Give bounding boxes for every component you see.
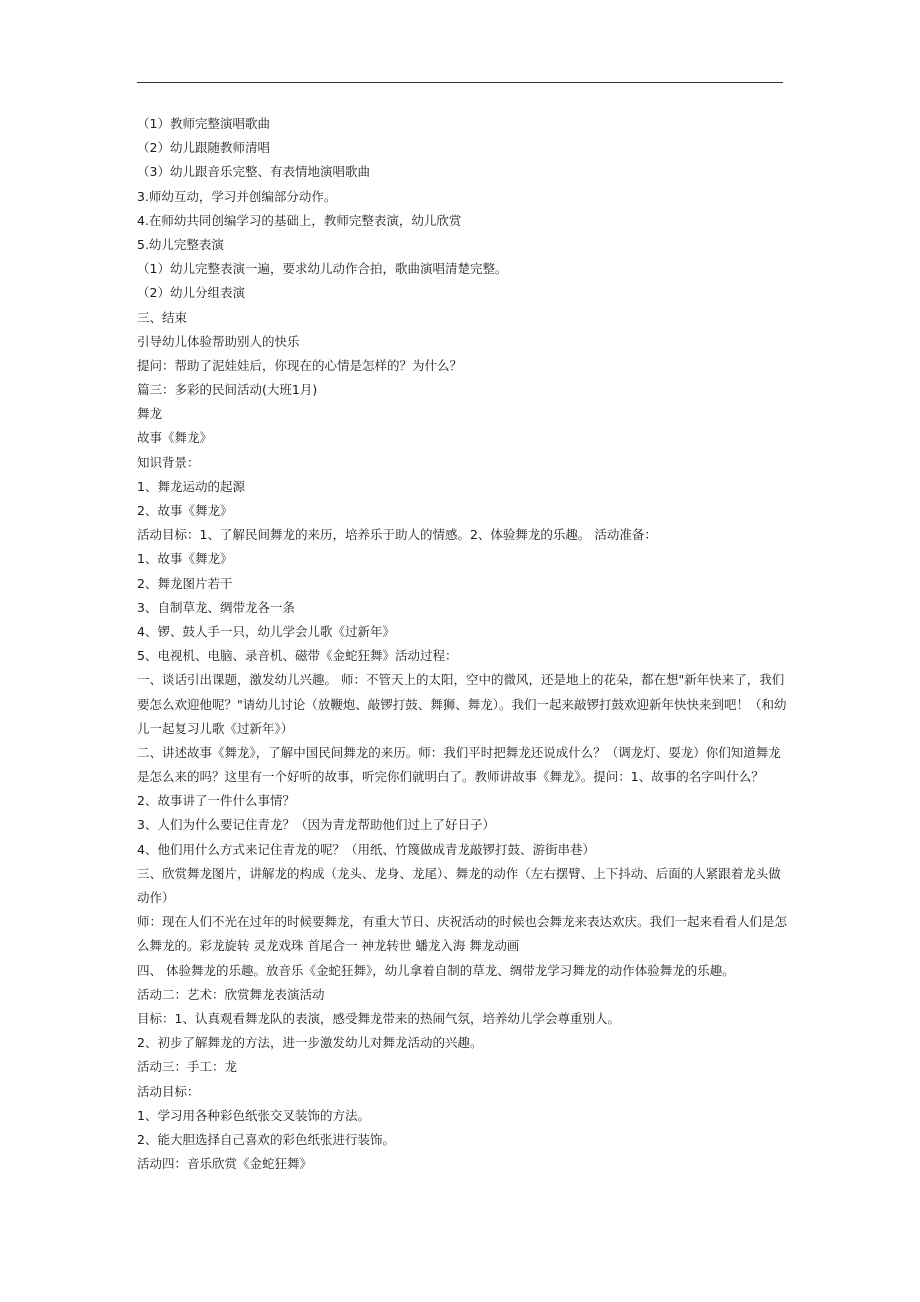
- text-line: 提问：帮助了泥娃娃后，你现在的心情是怎样的？为什么？: [137, 357, 463, 373]
- text-line: 目标：1、认真观看舞龙队的表演，感受舞龙带来的热闹气氛，培养幼儿学会尊重别人。: [137, 1010, 620, 1026]
- text-line: 4、他们用什么方式来记住青龙的呢？（用纸、竹篾做成青龙敲锣打鼓、游街串巷）: [137, 841, 595, 857]
- header-rule: [137, 82, 783, 83]
- text-line: 3、人们为什么要记住青龙？（因为青龙帮助他们过上了好日子）: [137, 817, 495, 833]
- text-line: 故事《舞龙》: [137, 430, 213, 446]
- text-line: 一、谈话引出课题，激发幼儿兴趣。 师：不管天上的太阳，空中的微风，还是地上的花朵，都在想"新年快来了，我们: [137, 672, 785, 688]
- text-line: 么舞龙的。彩龙旋转 灵龙戏珠 首尾合一 神龙转世 蟠龙入海 舞龙动画: [137, 938, 520, 954]
- text-line: （3）幼儿跟音乐完整、有表情地演唱歌曲: [137, 164, 370, 180]
- text-line: 知识背景：: [137, 454, 200, 470]
- text-line: 是怎么来的吗？这里有一个好听的故事，听完你们就明白了。教师讲故事《舞龙》。提问：1、故事的名字叫什么？: [137, 769, 764, 785]
- text-line: 要怎么欢迎他呢？"请幼儿讨论（放鞭炮、敲锣打鼓、舞狮、舞龙）。我们一起来敲锣打鼓欢迎新年快快来到吧！（和幼: [137, 696, 787, 712]
- text-line: （1）幼儿完整表演一遍，要求幼儿动作合拍，歌曲演唱清楚完整。: [137, 261, 508, 277]
- text-line: 3.师幼互动，学习并创编部分动作。: [137, 188, 337, 204]
- text-line: （1）教师完整演唱歌曲: [137, 116, 270, 131]
- text-line: 动作）: [137, 890, 175, 905]
- text-line: 1、学习用各种彩色纸张交叉装饰的方法。: [137, 1107, 370, 1123]
- text-line: 三、结束: [137, 309, 188, 325]
- text-line: 2、初步了解舞龙的方法，进一步激发幼儿对舞龙活动的兴趣。: [137, 1035, 483, 1051]
- text-line: 2、能大胆选择自己喜欢的彩色纸张进行装饰。: [137, 1131, 395, 1147]
- document-body: [137, 112, 787, 1176]
- text-line: 活动二：艺术：欣赏舞龙表演活动: [137, 986, 325, 1002]
- text-line: 儿一起复习儿歌《过新年》）: [137, 720, 294, 736]
- text-line: 师：现在人们不光在过年的时候要舞龙，有重大节日、庆祝活动的时候也会舞龙来表达欢庆。我们一起来看看人们是怎: [137, 914, 787, 930]
- text-line: 活动四：音乐欣赏《金蛇狂舞》: [137, 1156, 313, 1172]
- text-line: 1、故事《舞龙》: [137, 551, 233, 567]
- text-line: 2、故事《舞龙》: [137, 503, 233, 518]
- text-line: 三、欣赏舞龙图片，讲解龙的构成（龙头、龙身、龙尾）、舞龙的动作（左右摆臂、上下抖动、后面的人紧跟着龙头做: [137, 865, 781, 881]
- text-line: 4、锣、鼓人手一只，幼儿学会儿歌《过新年》: [137, 623, 395, 639]
- text-line: 2、故事讲了一件什么事情？: [137, 793, 295, 809]
- text-line: （2）幼儿跟随教师清唱: [137, 140, 270, 156]
- text-line: 篇三：多彩的民间活动(大班1月): [137, 382, 318, 398]
- text-line: 5、电视机、电脑、录音机、磁带《金蛇狂舞》活动过程：: [137, 648, 458, 664]
- text-line: 2、舞龙图片若干: [137, 575, 233, 591]
- text-line: 四、 体验舞龙的乐趣。放音乐《金蛇狂舞》，幼儿拿着自制的草龙、绸带龙学习舞龙的动作体验舞龙的乐趣。: [137, 962, 735, 978]
- text-line: 5.幼儿完整表演: [137, 236, 224, 252]
- text-line: 1、舞龙运动的起源: [137, 478, 245, 494]
- text-line: 引导幼儿体验帮助别人的快乐: [137, 333, 300, 349]
- text-line: 舞龙: [137, 406, 163, 422]
- text-line: 活动目标：: [137, 1083, 200, 1099]
- text-line: 二、讲述故事《舞龙》，了解中国民间舞龙的来历。师：我们平时把舞龙还说成什么？（调龙灯、耍龙）你们知道舞龙: [137, 744, 781, 760]
- text-line: 4.在师幼共同创编学习的基础上，教师完整表演，幼儿欣赏: [137, 212, 462, 228]
- text-line: （2）幼儿分组表演: [137, 285, 245, 301]
- text-line: 活动目标：1、了解民间舞龙的来历，培养乐于助人的情感。2、体验舞龙的乐趣。 活动准备：: [137, 527, 657, 543]
- text-line: 3、自制草龙、绸带龙各一条: [137, 599, 295, 615]
- text-line: 活动三：手工：龙: [137, 1059, 238, 1075]
